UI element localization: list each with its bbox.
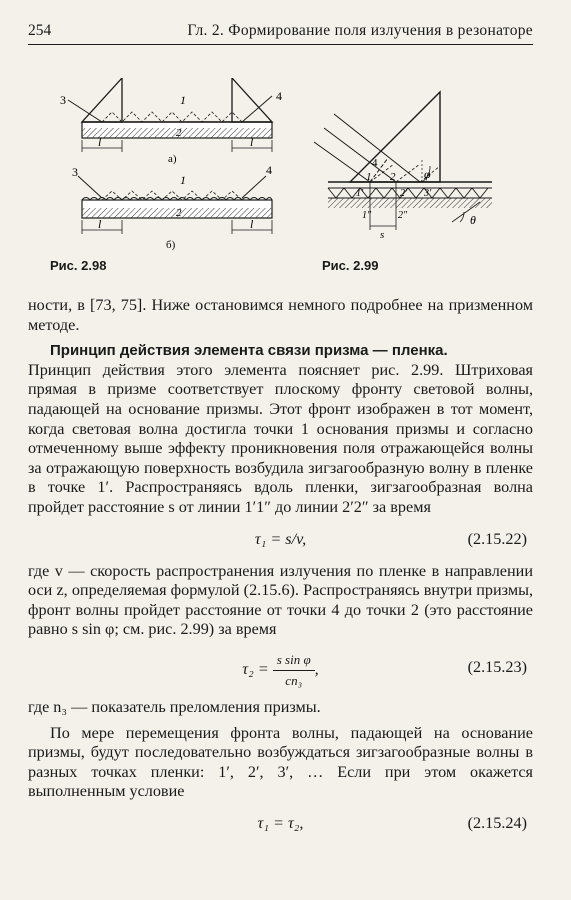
paragraph-3: где v — скорость распространения излучения по пленке в направлении оси z, определяемая формулой (2.15.6). Распространяясь внутри призмы, фронт волны пройдет расстояние от точки 4 до точки 2 (это расстояние равно s sin φ; см. рис. 2.99) за время: [28, 561, 533, 639]
label-l-right: l: [250, 217, 254, 231]
figure-2-98: [50, 78, 290, 258]
fraction-numerator: s sin φ: [273, 650, 315, 671]
equation-number: (2.15.23): [467, 657, 527, 676]
equation-formula: [28, 650, 533, 690]
equation-2-15-22: [28, 522, 533, 558]
fraction-denominator: cn₃: [285, 672, 303, 688]
paragraph-2: Принцип действия этого элемента поясняет рис. 2.99. Штриховая прямая в призме соответствует плоскому фронту световой волны, падающей на основание призмы. Этот фронт изображен в тот момент, когда световая волна достигла точки 1 основания призмы и согласно отмеченному выше эффекту проникновения поля отражающейся волны за отражающую поверхность возбудила зигзагообразную волну в пленке в точке 1′. Распространяясь вдоль пленки, зигзагообразная волна пройдет расстояние s от линии 1′1″ до линии 2′2″ за время: [28, 360, 533, 516]
figure-2-98-caption: Рис. 2.98: [50, 258, 107, 273]
label-l-left: l: [98, 135, 102, 149]
figure-2-98a: [60, 78, 282, 165]
label-1: 1: [180, 173, 186, 187]
running-header: [28, 20, 533, 45]
paragraph-1: ности, в [73, 75]. Ниже остановимся немного подробнее на призменном методе.: [28, 296, 533, 334]
label-4: 4: [372, 157, 378, 169]
figure-2-98b: [72, 163, 272, 251]
sub-label-a: а): [168, 153, 177, 165]
equation-number: (2.15.22): [467, 529, 527, 548]
label-theta: θ: [470, 213, 476, 227]
label-2: 2: [176, 127, 182, 139]
label-1: 1: [180, 93, 186, 107]
label-2-prime: 2′: [400, 188, 408, 199]
page-number: 254: [28, 22, 52, 39]
label-4: 4: [276, 89, 282, 103]
label-3-prime: 3′: [424, 188, 432, 199]
equation-tail: ,: [314, 659, 319, 678]
paragraph-5: По мере перемещения фронта волны, падающей на основание призмы, будут последовательно возбуждаться зигзагообразные волны в разных точках пленки: 1′, 2′, 3′, … Если при этом окажется выполненным условие: [28, 723, 533, 801]
label-2: 2: [390, 171, 396, 183]
figure-2-99: [310, 90, 500, 250]
label-l-left: l: [98, 217, 102, 231]
label-3: 3: [72, 165, 78, 179]
label-2: 2: [176, 207, 182, 219]
sub-label-b: б): [166, 239, 176, 251]
label-1: 1: [366, 171, 372, 183]
paragraph-heading-block: [28, 341, 533, 361]
equation-2-15-23: [28, 644, 533, 694]
label-1-double-prime: 1″: [362, 210, 372, 221]
label-l-right: l: [250, 135, 254, 149]
equation-lhs: τ₂ =: [242, 659, 269, 678]
paragraph-4: где n₃ — показатель преломления призмы.: [28, 697, 321, 716]
figure-2-99-caption: Рис. 2.99: [322, 258, 379, 273]
label-1-prime: 1′: [356, 188, 364, 199]
section-heading: Принцип действия элемента связи призма — пленка.: [50, 342, 448, 360]
equation-formula: τ₁ = τ₂,: [257, 813, 304, 832]
label-4: 4: [266, 163, 272, 177]
equation-2-15-24: [28, 806, 533, 842]
label-s: s: [380, 229, 385, 241]
running-title: Гл. 2. Формирование поля излучения в резонаторе: [187, 22, 533, 39]
body-text: [28, 296, 533, 846]
label-phi: φ: [424, 167, 431, 181]
equation-formula: τ₁ = s/v,: [254, 529, 307, 548]
equation-number: (2.15.24): [467, 813, 527, 832]
label-2-double-prime: 2″: [398, 210, 408, 221]
equation-fraction: [273, 650, 315, 690]
label-3: 3: [60, 93, 66, 107]
